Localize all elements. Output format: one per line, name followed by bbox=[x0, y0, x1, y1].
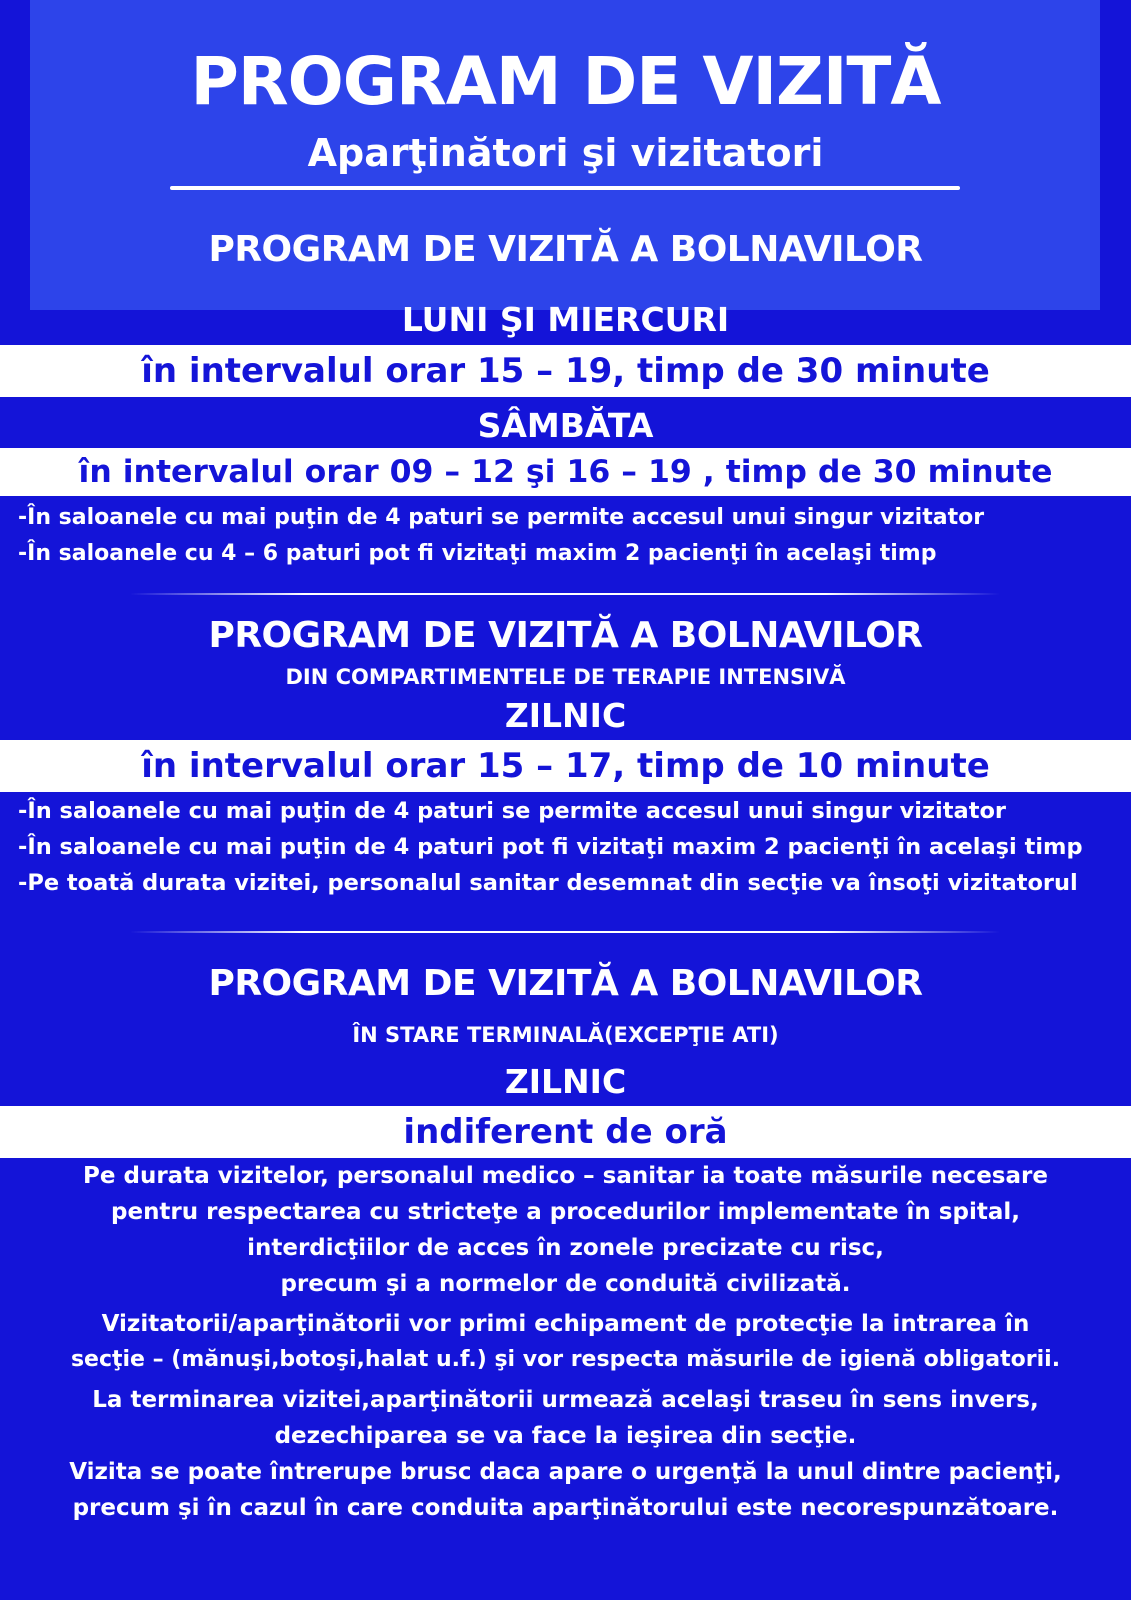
section1-note-1: -În saloanele cu mai puţin de 4 paturi se permite accesul unui singur vizitator bbox=[18, 505, 985, 530]
section3-title: PROGRAM DE VIZITĂ A BOLNAVILOR bbox=[208, 963, 923, 1004]
section1-notes bbox=[18, 500, 1128, 572]
section2-interval: în intervalul orar 15 – 17, timp de 10 minute bbox=[141, 746, 990, 786]
poster-subtitle: Aparţinători şi vizitatori bbox=[307, 131, 824, 175]
footer-rules bbox=[0, 1158, 1131, 1526]
footer-line-7: La terminarea vizitei,aparţinătorii urmează acelaşi traseu în sens invers, bbox=[92, 1387, 1039, 1413]
section2-note-2: -În saloanele cu mai puţin de 4 paturi pot fi vizitaţi maxim 2 pacienţi în acelaşi timp bbox=[18, 834, 1083, 860]
footer-line-6: secţie – (mănuşi,botoşi,halat u.f.) şi vor respecta măsurile de igienă obligatorii. bbox=[70, 1347, 1061, 1372]
footer-line-4: precum şi a normelor de conduită civilizată. bbox=[280, 1271, 851, 1297]
footer-line-5: Vizitatorii/aparţinătorii vor primi echipament de protecţie la intrarea în bbox=[101, 1311, 1030, 1337]
section3-interval: indiferent de oră bbox=[403, 1112, 728, 1152]
section1-day-monday-wednesday: LUNI ŞI MIERCURI bbox=[401, 300, 730, 339]
poster-title: PROGRAM DE VIZITĂ bbox=[190, 43, 941, 120]
section1-interval2: în intervalul orar 09 – 12 şi 16 – 19 , timp de 30 minute bbox=[78, 454, 1053, 490]
section1-day-saturday: SÂMBĂTA bbox=[477, 406, 654, 445]
section3-interval-band bbox=[0, 1106, 1131, 1158]
section3-subtitle: ÎN STARE TERMINALĂ(EXCEPŢIE ATI) bbox=[352, 1023, 779, 1047]
section2-notes bbox=[18, 793, 1128, 901]
section2-day-daily: ZILNIC bbox=[504, 696, 627, 735]
section2-divider bbox=[130, 931, 1000, 933]
section2-note-1: -În saloanele cu mai puţin de 4 paturi se permite accesul unui singur vizitator bbox=[18, 798, 1007, 824]
section2-subtitle: DIN COMPARTIMENTELE DE TERAPIE INTENSIVĂ bbox=[285, 665, 846, 689]
section1-title: PROGRAM DE VIZITĂ A BOLNAVILOR bbox=[208, 229, 923, 270]
footer-line-1: Pe durata vizitelor, personalul medico – sanitar ia toate măsurile necesare bbox=[83, 1163, 1048, 1189]
section1-interval1: în intervalul orar 15 – 19, timp de 30 minute bbox=[141, 351, 990, 391]
footer-line-10: precum şi în cazul în care conduita aparţinătorului este necorespunzătoare. bbox=[72, 1495, 1059, 1521]
section2-title: PROGRAM DE VIZITĂ A BOLNAVILOR bbox=[208, 615, 923, 656]
section1-divider bbox=[130, 593, 1000, 595]
footer-line-9: Vizita se poate întrerupe brusc daca apare o urgenţă la unul dintre pacienţi, bbox=[69, 1459, 1062, 1485]
section2-note-3: -Pe toată durata vizitei, personalul sanitar desemnat din secţie va însoţi vizitatorul bbox=[18, 870, 1078, 896]
footer-line-8: dezechiparea se va face la ieşirea din secţie. bbox=[274, 1423, 857, 1449]
section2-interval-band bbox=[0, 740, 1131, 792]
footer-line-3: interdicţiilor de acces în zonele precizate cu risc, bbox=[247, 1235, 884, 1261]
section3-day-daily: ZILNIC bbox=[504, 1062, 627, 1101]
section1-interval2-band bbox=[0, 448, 1131, 496]
header-divider bbox=[170, 186, 960, 190]
footer-line-2: pentru respectarea cu stricteţe a procedurilor implementate în spital, bbox=[111, 1199, 1020, 1225]
section1-note-2: -În saloanele cu 4 – 6 paturi pot fi vizitaţi maxim 2 pacienţi în acelaşi timp bbox=[18, 541, 937, 566]
section1-interval1-band bbox=[0, 345, 1131, 397]
